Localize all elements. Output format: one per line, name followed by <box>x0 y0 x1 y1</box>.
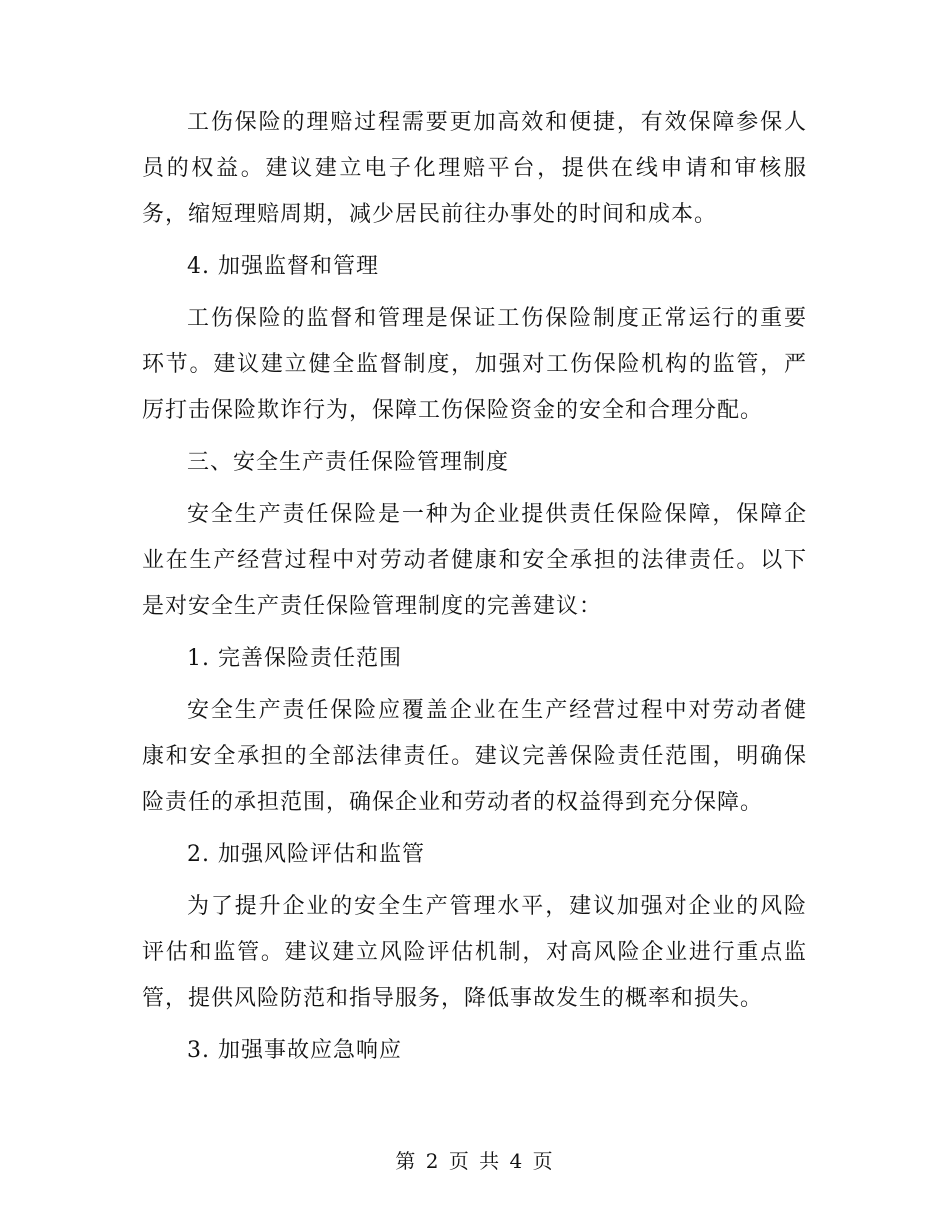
paragraph-risk-assessment: 为了提升企业的安全生产管理水平，建议加强对企业的风险评估和监管。建议建立风险评估机制，对高风险企业进行重点监管，提供风险防范和指导服务，降低事故发生的概率和损失。 <box>142 894 807 1011</box>
page-number-footer: 第 2 页 共 4 页 <box>395 1149 555 1173</box>
document-body <box>142 100 807 1080</box>
paragraph-claims-efficiency: 工伤保险的理赔过程需要更加高效和便捷，有效保障参保人员的权益。建议建立电子化理赔平台，提供在线申请和审核服务，缩短理赔周期，减少居民前往办事处的时间和成本。 <box>142 110 807 227</box>
paragraph-safety-liability-intro: 安全生产责任保险是一种为企业提供责任保险保障，保障企业在生产经营过程中对劳动者健康和安全承担的法律责任。以下是对安全生产责任保险管理制度的完善建议： <box>142 502 807 619</box>
paragraph-supervision: 工伤保险的监督和管理是保证工伤保险制度正常运行的重要环节。建议建立健全监督制度，加强对工伤保险机构的监管，严厉打击保险欺诈行为，保障工伤保险资金的安全和合理分配。 <box>142 306 807 423</box>
section-heading-safety-liability: 三、安全生产责任保险管理制度 <box>187 450 510 475</box>
heading-emergency-response: 3. 加强事故应急响应 <box>187 1038 402 1063</box>
paragraph-coverage-scope: 安全生产责任保险应覆盖企业在生产经营过程中对劳动者健康和安全承担的全部法律责任。建议完善保险责任范围，明确保险责任的承担范围，确保企业和劳动者的权益得到充分保障。 <box>142 698 807 815</box>
heading-supervision: 4. 加强监督和管理 <box>187 254 379 279</box>
heading-coverage-scope: 1. 完善保险责任范围 <box>187 646 402 671</box>
heading-risk-assessment: 2. 加强风险评估和监管 <box>187 842 425 867</box>
